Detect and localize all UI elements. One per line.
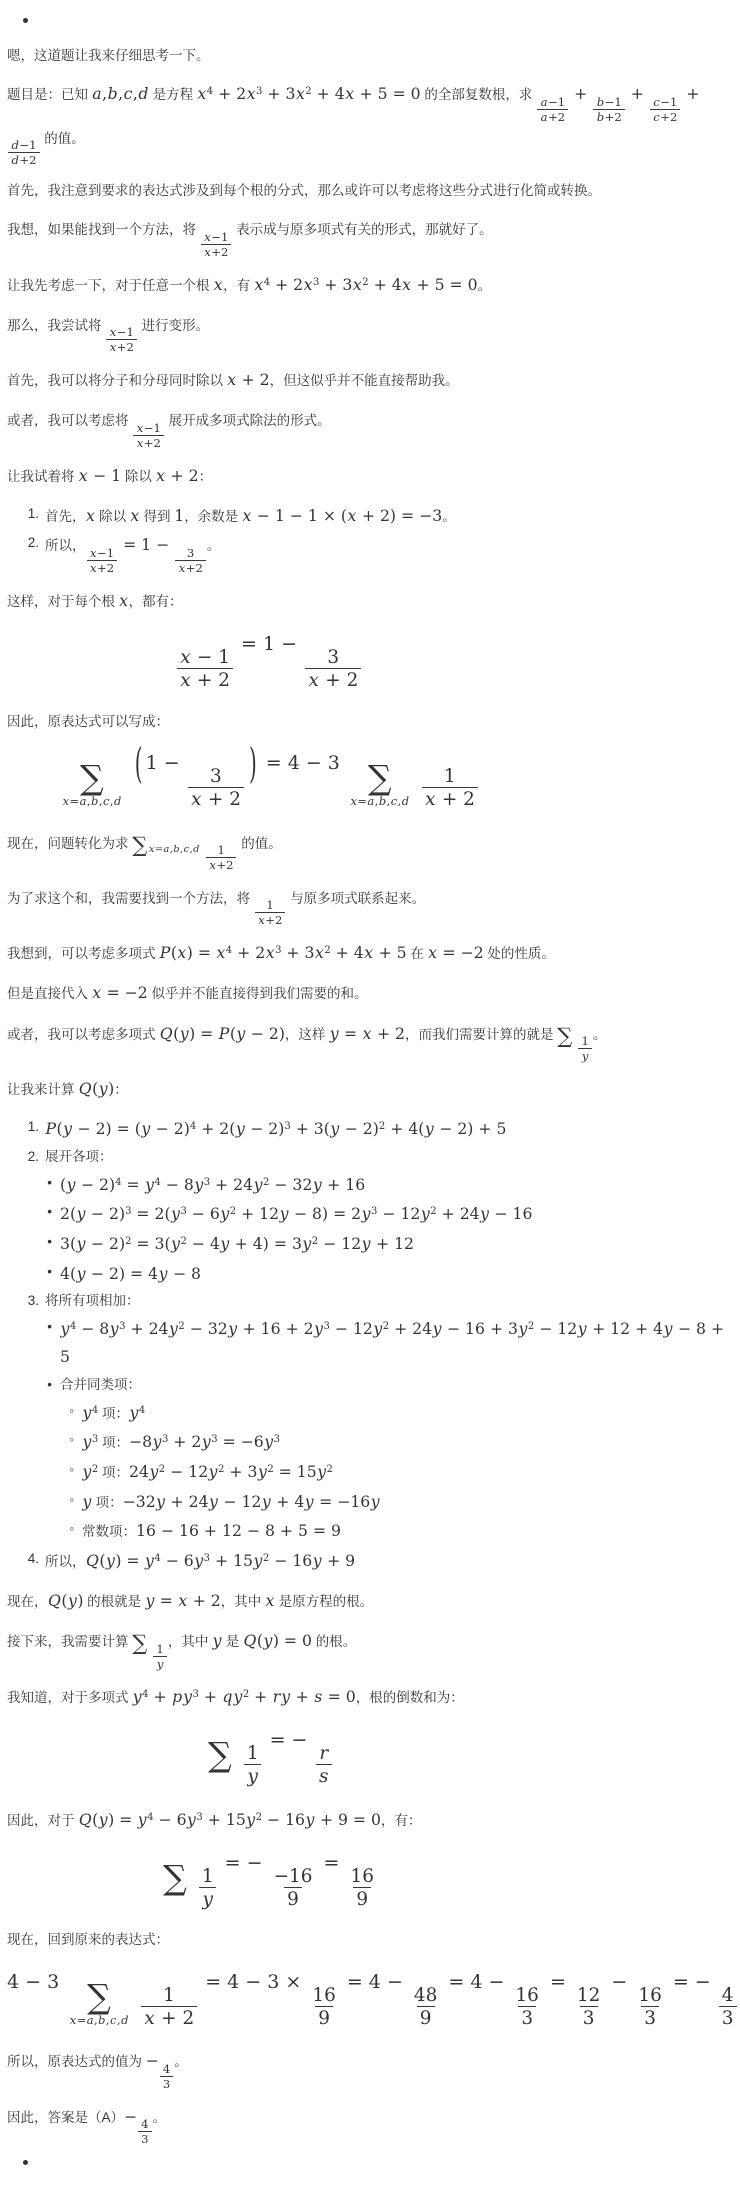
inline-math: x <box>86 505 95 525</box>
text-run: ，都有： <box>128 593 183 609</box>
text-run: 项： <box>98 1405 129 1421</box>
inline-math: x − 1 − 1 × (x + 2) = −3 <box>242 505 443 525</box>
inline-math: x <box>265 1591 275 1611</box>
list-item-content <box>60 1315 732 1371</box>
fraction: $\frac{1}{y}$ <box>153 1643 167 1671</box>
inline-math: $y^3$ <box>82 1432 99 1452</box>
fraction: $\frac{1}{x + 2}$ <box>141 1985 197 2029</box>
list-item-content <box>82 1517 732 1545</box>
list-item-content <box>45 502 732 530</box>
list-item-content <box>82 1399 732 1427</box>
fraction: $\frac{3}{x + 2}$ <box>305 647 361 691</box>
fraction: $\frac{4}{3}$ <box>138 2118 151 2146</box>
text-run: ： <box>114 1081 128 1097</box>
paragraph <box>7 44 732 68</box>
fraction: $\frac{c-1}{c+2}$ <box>650 96 681 124</box>
inline-math: $Q(y) = y^4 - 6y^3 + 15y^2 - 16y + 9 = 0$ <box>78 1809 381 1829</box>
list-marker: ◦ <box>69 1402 74 1418</box>
display-math: $\frac{x - 1}{x + 2}$ = 1 − $\frac{3}{x + 2}$ <box>175 633 364 692</box>
text-run: 我想，如果能找到一个方法，将 <box>7 222 200 238</box>
paragraph <box>7 829 732 872</box>
summation-inline: ∑ <box>132 1630 148 1656</box>
list-item-content <box>82 1458 732 1486</box>
text-run: 。 <box>206 538 221 554</box>
inline-math: y <box>212 1631 222 1651</box>
inline-math <box>200 219 233 259</box>
paragraph <box>7 311 732 354</box>
inline-math: x <box>213 274 223 294</box>
text-run: ，根的倒数和为： <box>355 1689 464 1705</box>
inline-math: x + 2 <box>156 465 199 485</box>
fraction: $\frac{12}{3}$ <box>576 1984 601 2030</box>
inline-math: Q(y) <box>48 1591 84 1611</box>
text-run: 的值。 <box>40 130 85 146</box>
text-run: 首先，我注意到要求的表达式涉及到每个根的分式，那么或许可以考虑将这些分式进行化简或转换。 <box>7 182 601 198</box>
list-marker: ◦ <box>69 1521 74 1537</box>
list-item-content <box>45 1115 732 1143</box>
list-marker: • <box>47 1376 52 1392</box>
list-item-content <box>60 1260 732 1288</box>
paragraph <box>7 1683 732 1711</box>
text-run: 。 <box>152 2109 167 2125</box>
text-run: ，其中 <box>167 1634 213 1650</box>
text-run: ，但这似乎并不能直接帮助我。 <box>269 373 459 389</box>
list-item-content <box>60 1230 732 1258</box>
inline-math: Q(y) = P(y − 2) <box>159 1023 285 1043</box>
list-item-content <box>60 1200 732 1228</box>
list-bullet <box>23 16 732 24</box>
list-item-content <box>82 1488 732 1516</box>
inline-math: x <box>130 505 140 525</box>
summation: ∑ <box>208 1734 232 1774</box>
list-item <box>7 1399 732 1427</box>
inline-math: Q(y) <box>78 1078 115 1098</box>
text-run: 我知道，对于多项式 <box>7 1689 133 1705</box>
inline-math: $P(x) = x^4 + 2x^3 + 3x^2 + 4x + 5$ <box>159 943 407 963</box>
text-run: 。 <box>477 277 492 293</box>
inline-math <box>557 1022 593 1063</box>
inline-math: − $\frac{4}{3}$ <box>124 2107 153 2126</box>
inline-math: y <box>82 1491 92 1511</box>
inline-math: 1 <box>174 505 185 525</box>
list-bullet <box>23 2158 732 2166</box>
text-run: 那么，我尝试将 <box>7 317 106 333</box>
paragraph <box>7 80 732 167</box>
list-item <box>7 1458 732 1486</box>
text-run: 让我来计算 <box>7 1081 79 1097</box>
text-run: ，余数是 <box>184 508 242 524</box>
inline-math: x = −2 <box>92 983 148 1003</box>
text-run: 进行变形。 <box>137 317 210 333</box>
paragraph <box>7 2047 732 2090</box>
paragraph <box>7 587 732 615</box>
fraction: $\frac{b-1}{b+2}$ <box>593 96 625 124</box>
inline-math: x + 2 <box>227 370 270 390</box>
fraction: $\frac{a-1}{a+2}$ <box>537 96 568 124</box>
list-marker: 3. <box>27 1293 39 1309</box>
text-run: 或者，我可以考虑将 <box>7 413 133 429</box>
text-run: 的全部复数根，求 <box>420 87 537 103</box>
fraction: $\frac{16}{3}$ <box>638 1984 662 2030</box>
inline-math: $24y^2 - 12y^2 + 3y^2 = 15y^2$ <box>129 1462 333 1481</box>
paragraph <box>7 271 732 299</box>
text-run: 项： <box>91 1494 123 1510</box>
list-marker: 1. <box>27 1119 39 1135</box>
fraction: $\frac{3}{x+2}$ <box>175 547 206 575</box>
paragraph <box>7 939 732 967</box>
inline-math: $x^4 + 2x^3 + 3x^2 + 4x + 5 = 0$ <box>254 274 478 294</box>
display-math: ∑ $\frac{1}{y}$ = − $\frac{r}{s}$ <box>204 1729 334 1788</box>
fraction: $\frac{1}{y}$ <box>578 1035 592 1063</box>
list-item-content <box>82 1428 732 1456</box>
text-run: 首先， <box>45 508 86 524</box>
text-run: 让我试着将 <box>7 468 79 484</box>
text-run: 是 <box>222 1634 244 1650</box>
inline-math: $-8y^3 + 2y^3 = -6y^3$ <box>129 1432 280 1452</box>
fraction: $\frac{4}{3}$ <box>160 2063 173 2091</box>
list-marker: • <box>47 1319 52 1335</box>
fraction: $\frac{48}{9}$ <box>413 1984 438 2030</box>
paragraph <box>7 179 732 203</box>
display-equation <box>7 738 531 811</box>
text-run: 在 <box>406 946 428 962</box>
inline-math: x − 1 <box>78 465 122 485</box>
text-run: 因此，答案是（A） <box>7 2109 125 2125</box>
inline-math: 16 − 16 + 12 − 8 + 5 = 9 <box>136 1521 342 1541</box>
inline-math <box>254 888 287 928</box>
display-math: 4 − 3 ∑ x=a,b,c,d $\frac{1}{x + 2}$ = 4 − 3 × $\frac{16}{9}$ = 4 − $\frac{48}{9}$ = 4 − $\frac{16}{3}$ = $\frac{12}{3}$ − $\frac{16}{3}$ = − $\frac{4}{3}$ <box>7 1971 739 2030</box>
list-item-content <box>45 1289 732 1313</box>
inline-math: $y^4$ <box>82 1402 99 1422</box>
text-run: 题目是：已知 <box>7 87 92 103</box>
list-marker: 2. <box>27 535 39 551</box>
text-run: 。 <box>592 1026 607 1042</box>
text-run: 这样，对于每个根 <box>7 593 119 609</box>
text-run: 常数项： <box>82 1524 136 1540</box>
summation: ∑ <box>163 1857 187 1897</box>
list-marker: • <box>47 1263 52 1279</box>
text-run: 的根。 <box>311 1634 357 1650</box>
text-run: 处的性质。 <box>483 946 555 962</box>
paragraph <box>7 979 732 1007</box>
inline-math: $y^4$ <box>129 1402 146 1422</box>
list-item-content <box>45 1547 732 1575</box>
fraction: $\frac{r}{s}$ <box>316 1743 332 1787</box>
text-run: ，这样 <box>284 1026 330 1042</box>
display-equation <box>7 1852 531 1911</box>
list-marker: ◦ <box>69 1491 74 1507</box>
paragraph <box>7 462 732 490</box>
paragraph <box>7 1928 732 1952</box>
summation: ∑ x=a,b,c,d <box>69 1976 129 2028</box>
inline-math: $x^4 + 2x^3 + 3x^2 + 4x + 5 = 0$ <box>197 84 421 104</box>
inline-math: $(y - 2)^4 = y^4 - 8y^3 + 24y^2 - 32y + 16$ <box>60 1174 366 1194</box>
text-run: 将所有项相加： <box>45 1293 140 1309</box>
text-run: 项： <box>98 1465 129 1480</box>
text-run: 合并同类项： <box>60 1376 141 1392</box>
inline-math <box>105 315 138 355</box>
text-run: 的根就是 <box>83 1594 145 1610</box>
text-run: 让我先考虑一下，对于任意一个根 <box>7 277 214 293</box>
paragraph <box>7 366 732 394</box>
list-item <box>7 1488 732 1516</box>
list-item <box>7 1200 732 1228</box>
paragraph <box>7 710 732 734</box>
fraction: $\frac{16}{9}$ <box>312 1984 336 2030</box>
summation: ∑ x=a,b,c,d <box>62 757 122 809</box>
list-item <box>7 1171 732 1199</box>
list-item <box>7 1315 732 1371</box>
text-run: 展开各项： <box>45 1148 113 1164</box>
inline-math: 4(y − 2) = 4y − 8 <box>60 1263 202 1283</box>
text-run: 项： <box>98 1435 129 1451</box>
fraction: $\frac{3}{x + 2}$ <box>188 766 244 810</box>
inline-math: $P(y - 2) = (y - 2)^4 + 2(y - 2)^3 + 3(y - 2)^2 + 4(y - 2) + 5$ <box>45 1119 507 1139</box>
fraction: $\frac{16}{9}$ <box>350 1865 374 1911</box>
list-item <box>7 1289 732 1313</box>
text-run: 与原多项式联系起来。 <box>286 890 426 906</box>
bullet-dot-icon <box>23 2160 28 2165</box>
paragraph <box>7 1627 732 1670</box>
list-item <box>7 531 732 574</box>
text-run: 为了求这个和，我需要找到一个方法，将 <box>7 890 254 906</box>
list-item <box>7 1115 732 1143</box>
list-item <box>7 502 732 530</box>
text-run: 的值。 <box>237 835 282 851</box>
fraction: $\frac{1}{x+2}$ <box>206 844 237 872</box>
text-run: 首先，我可以将分子和分母同时除以 <box>7 373 227 389</box>
text-run: 或者，我可以考虑多项式 <box>7 1026 160 1042</box>
list-marker: 1. <box>27 505 39 521</box>
text-run: 所以，原表达式的值为 <box>7 2054 146 2070</box>
fraction: $\frac{x-1}{x+2}$ <box>201 231 232 259</box>
text-run: 我想到，可以考虑多项式 <box>7 946 160 962</box>
paragraph <box>7 1587 732 1615</box>
display-math: ∑ $\frac{1}{y}$ = − $\frac{-16}{9}$ = $\frac{16}{9}$ <box>159 1852 379 1911</box>
paragraph <box>7 1806 732 1834</box>
list-marker: • <box>47 1204 52 1220</box>
list-item <box>7 1547 732 1575</box>
text-run: 除以 <box>121 468 156 484</box>
list-item <box>7 1145 732 1169</box>
text-run: 展开成多项式除法的形式。 <box>164 413 331 429</box>
inline-math: $y^4 - 8y^3 + 24y^2 - 32y + 16 + 2y^3 - 12y^2 + 24y - 16 + 3y^2 - 12y + 12 + 4y - 8 + 5$ <box>60 1319 725 1367</box>
fraction: $\frac{x - 1}{x + 2}$ <box>177 647 233 691</box>
list-marker: 4. <box>27 1551 39 1567</box>
list-item-content <box>45 1145 732 1169</box>
text-run: ，其中 <box>220 1594 266 1610</box>
text-run: 现在， <box>7 1594 48 1610</box>
list-item-content <box>45 531 732 574</box>
inline-math: $3(y - 2)^2 = 3(y^2 - 4y + 4) = 3y^2 - 12y + 12$ <box>60 1233 415 1253</box>
text-run: 现在，回到原来的表达式： <box>7 1932 169 1948</box>
inline-math: x <box>119 590 129 610</box>
text-run: 因此，对于 <box>7 1812 79 1828</box>
text-run: 但是直接代入 <box>7 986 92 1002</box>
text-run: 。 <box>442 508 456 524</box>
list-item <box>7 1373 732 1397</box>
fraction: $\frac{1}{y}$ <box>199 1866 217 1910</box>
text-run: 表示成与原多项式有关的形式，那就好了。 <box>232 222 493 238</box>
text-run: 嗯，这道题让我来仔细思考一下。 <box>7 48 210 63</box>
inline-math: a,b,c,d <box>92 84 149 104</box>
inline-math: Q(y) = 0 <box>243 1631 312 1651</box>
text-run: 所以， <box>45 1554 86 1570</box>
text-run: 因此，原表达式可以写成： <box>7 713 169 729</box>
text-run: 。 <box>174 2054 188 2070</box>
text-run: 接下来，我需要计算 <box>7 1634 133 1650</box>
fraction: $\frac{1}{x + 2}$ <box>422 766 478 810</box>
fraction: $\frac{-16}{9}$ <box>273 1865 313 1911</box>
fraction: $\frac{d-1}{d+2}$ <box>8 139 40 167</box>
text-run: ，有 <box>223 277 254 293</box>
text-run: 除以 <box>95 508 130 524</box>
list-item <box>7 1260 732 1288</box>
list-item-content <box>60 1373 732 1397</box>
text-run: ，有： <box>380 1812 422 1828</box>
list-marker: ◦ <box>69 1462 74 1477</box>
list-marker: ◦ <box>69 1432 74 1448</box>
summation-inline: ∑ $_{x=a,b,c,d}$ <box>132 831 200 857</box>
list-item <box>7 1428 732 1456</box>
inline-math: y = x + 2 <box>145 1591 221 1611</box>
inline-math: x = −2 <box>428 943 484 963</box>
text-run: 是方程 <box>148 87 197 103</box>
inline-math: $y^4 + py^3 + qy^2$ + ry + s = 0 <box>132 1686 356 1706</box>
text-run: 得到 <box>139 508 175 524</box>
inline-math: − $\frac{4}{3}$ <box>146 2051 175 2070</box>
inline-math: $y^2$ <box>82 1462 99 1481</box>
text-run: 现在，问题转化为求 <box>7 835 133 851</box>
inline-math: y = x + 2 <box>329 1023 406 1043</box>
display-equation <box>7 1729 531 1788</box>
fraction: $\frac{x-1}{x+2}$ <box>133 422 164 450</box>
list-item-content <box>60 1171 732 1199</box>
inline-math: $\frac{a-1}{a+2}$ + $\frac{b-1}{b+2}$ + $\frac{c-1}{c+2}$ + $\frac{d-1}{d+2}$ <box>7 84 699 146</box>
paragraph <box>7 884 732 927</box>
display-math: ∑ x=a,b,c,d ( 1 − $\frac{3}{x + 2}$ ) = 4 − 3 ∑ x=a,b,c,d $\frac{1}{x + 2}$ <box>58 752 480 811</box>
fraction: $\frac{1}{y}$ <box>244 1743 262 1787</box>
text-run: 所以， <box>45 538 86 554</box>
text-run: 是原方程的根。 <box>274 1594 374 1610</box>
fraction: $\frac{4}{3}$ <box>719 1985 737 2029</box>
inline-math <box>132 831 237 872</box>
display-equation <box>7 1970 734 2030</box>
paragraph <box>7 2103 732 2146</box>
display-equation <box>7 633 531 692</box>
inline-math <box>132 1630 168 1671</box>
list-item <box>7 1230 732 1258</box>
paragraph <box>7 406 732 449</box>
paragraph <box>7 1020 732 1063</box>
summation: ∑ x=a,b,c,d <box>350 757 410 809</box>
summation-inline: ∑ <box>557 1022 573 1048</box>
inline-math: $2(y - 2)^3 = 2(y^3 - 6y^2 + 12y - 8) = 2y^3 - 12y^2 + 24y - 16$ <box>60 1204 533 1224</box>
inline-math: $Q(y) = y^4 - 6y^3 + 15y^2 - 16y + 9$ <box>86 1551 356 1571</box>
inline-math: −32y + 24y − 12y + 4y = −16y <box>122 1491 380 1511</box>
fraction: $\frac{x-1}{x+2}$ <box>87 547 118 575</box>
fraction: $\frac{x-1}{x+2}$ <box>106 326 137 354</box>
text-run: ，而我们需要计算的就是 <box>405 1026 558 1042</box>
big-paren-close: ) <box>248 738 257 788</box>
inline-math <box>132 410 165 450</box>
inline-math: $\frac{x-1}{x+2}$ = 1 − $\frac{3}{x+2}$ <box>86 535 207 554</box>
bullet-dot-icon <box>23 18 28 23</box>
list-marker: • <box>47 1233 52 1249</box>
fraction: $\frac{16}{3}$ <box>515 1984 539 2030</box>
text-run: ： <box>198 468 213 484</box>
list-marker: 2. <box>27 1148 39 1164</box>
paragraph <box>7 1075 732 1103</box>
list-item <box>7 1517 732 1545</box>
paragraph <box>7 215 732 258</box>
fraction: $\frac{1}{x+2}$ <box>255 899 286 927</box>
text-run: 似乎并不能直接得到我们需要的和。 <box>147 986 368 1002</box>
list-marker: • <box>47 1174 52 1190</box>
big-paren-open: ( <box>134 738 143 788</box>
